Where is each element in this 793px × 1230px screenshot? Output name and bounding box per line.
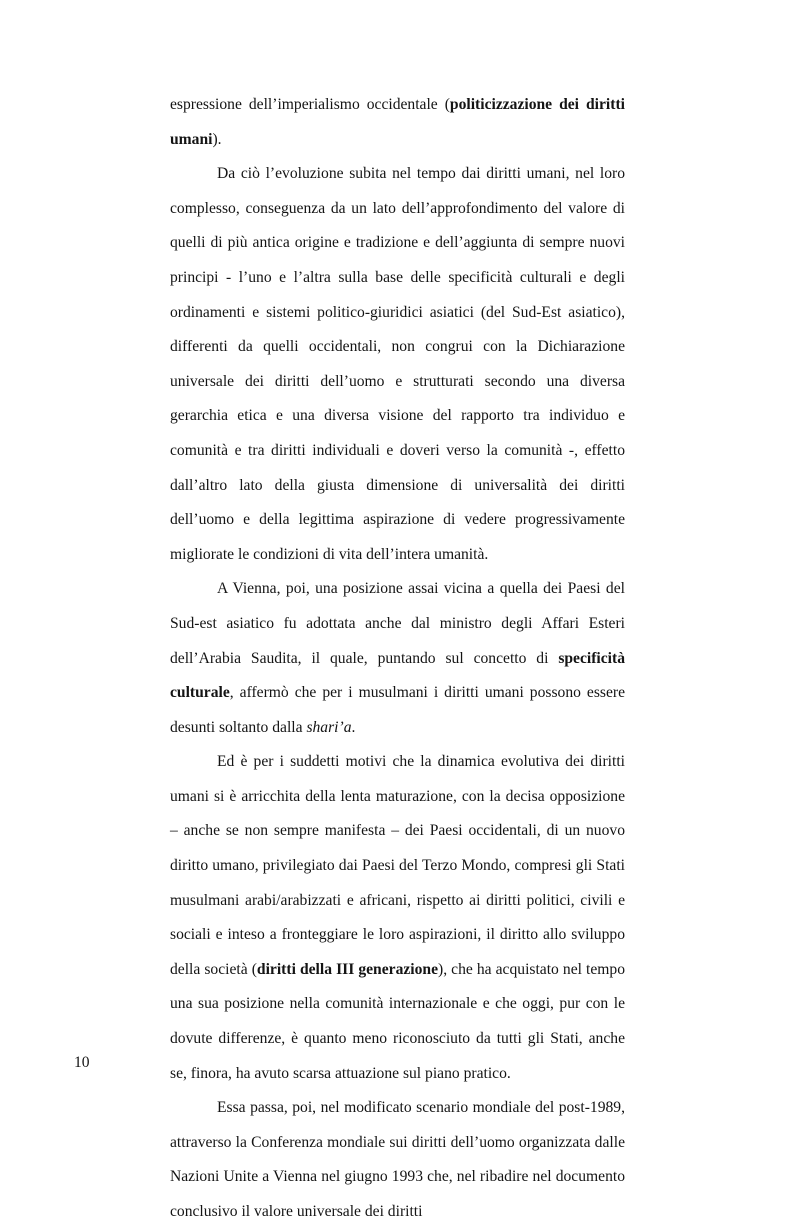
bold-term-specificita-culturale: specificità culturale xyxy=(170,649,625,702)
paragraph-2 xyxy=(170,157,625,572)
paragraph-text: espressione dell’imperialismo occidentale ( xyxy=(170,96,450,113)
paragraph-text: Ed è per i suddetti motivi che la dinamica evolutiva dei diritti umani si è arricchita della lenta maturazione, con la decisa opposizione – anche se non sempre manifesta – dei Paesi occidentali, di un nuovo diritto umano, privilegiato dai Paesi del Terzo Mondo, compresi gli Stati musulmani arabi/arabizzati e africani, rispetto ai diritti politici, civili e sociali e inteso a fronteggiare le loro aspirazioni, il diritto allo sviluppo della società ( xyxy=(170,753,625,978)
bold-term-politicizzazione: politicizzazione dei diritti umani xyxy=(170,96,625,148)
paragraph-text: ), che ha acquistato nel tempo una sua posizione nella comunità internazionale e che oggi, pur con le dovute differenze, è quanto meno riconosciuto da tutti gli Stati, anche se, finora, ha avuto scarsa attuazione sul piano pratico. xyxy=(170,960,626,1082)
paragraph-text: ). xyxy=(212,130,222,148)
paragraph-4 xyxy=(170,745,625,1091)
paragraph-text: Da ciò l’evoluzione subita nel tempo dai diritti umani, nel loro complesso, conseguenza da un lato dell’approfondimento del valore di quelli di più antica origine e tradizione e dell’aggiunta di sempre nuovi principi - l’uno e l’altra sulla base delle specificità culturali e degli ordinamenti e sistemi politico-giuridici asiatici (del Sud-Est asiatico), differenti da quelli occidentali, non congrui con la Dichiarazione universale dei diritti dell’uomo e strutturati secondo una diversa gerarchia etica e una diversa visione del rapporto tra individuo e comunità e tra diritti individuali e doveri verso la comunità -, effetto dall’altro lato della giusta dimensione di universalità dei diritti dell’uomo e della legittima aspirazione di vedere progressivamente migliorate le condizioni di vita dell’intera umanità. xyxy=(170,165,625,563)
bold-term-diritti-iii-generazione: diritti della III generazione xyxy=(256,960,439,978)
paragraph-text: , affermò che per i musulmani i diritti umani possono essere desunti soltanto dalla xyxy=(170,684,625,736)
paragraph-text: Essa passa, poi, nel modificato scenario mondiale del post-1989, attraverso la Conferenza mondiale sui diritti dell’uomo organizzata dalle Nazioni Unite a Vienna nel giugno 1993 che, nel ribadire nel documento conclusivo il valore universale dei diritti xyxy=(170,1099,625,1220)
paragraph-text: . xyxy=(351,718,356,736)
paragraph-text: A Vienna, poi, una posizione assai vicina a quella dei Paesi del Sud-est asiatico fu adottata anche dal ministro degli Affari Esteri dell’Arabia Saudita, il quale, puntando sul concetto di xyxy=(170,580,625,667)
paragraph-5 xyxy=(170,1091,625,1229)
paragraph-3 xyxy=(170,572,625,745)
body-text xyxy=(170,88,625,1230)
paragraph-1 xyxy=(170,88,625,157)
italic-term-sharia: shari’a xyxy=(306,718,352,736)
page-number: 10 xyxy=(74,1054,90,1071)
